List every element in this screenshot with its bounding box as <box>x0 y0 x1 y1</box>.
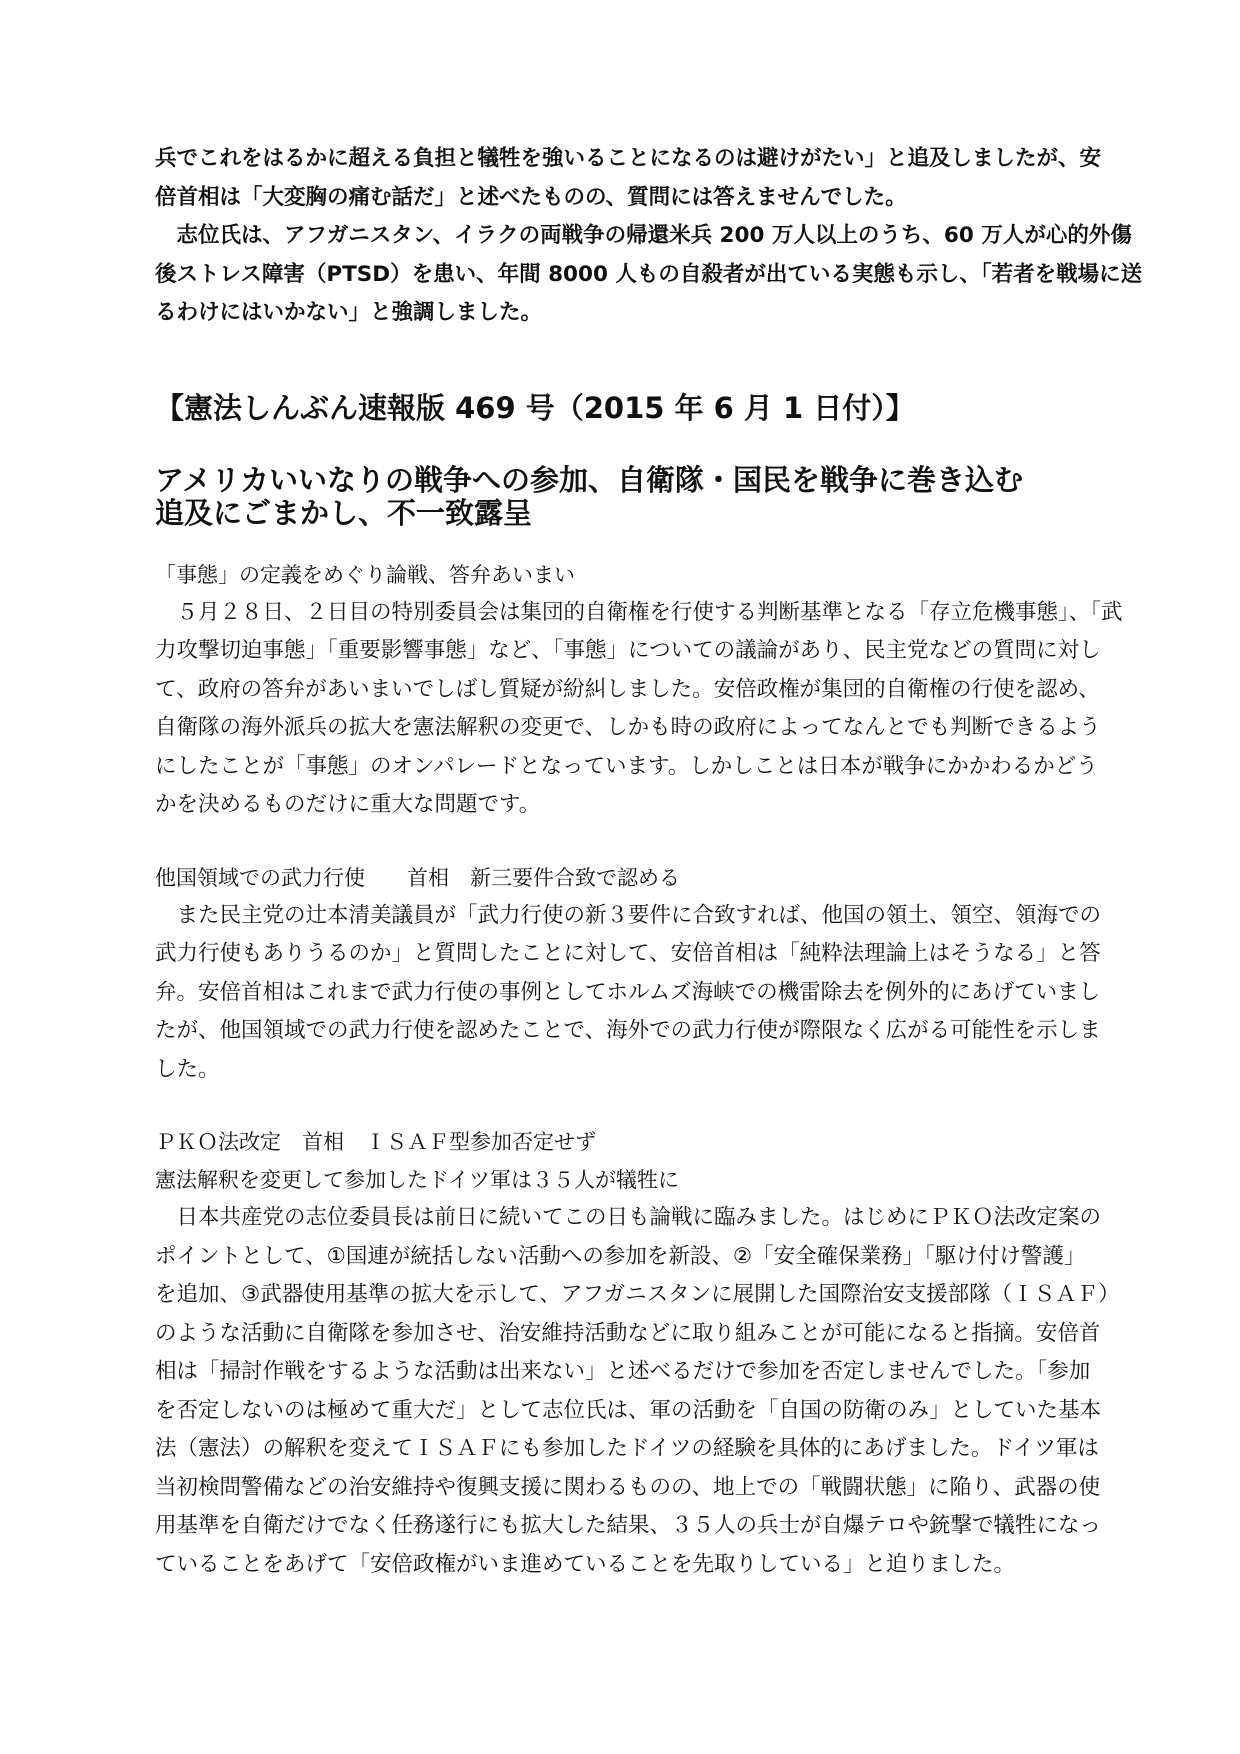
text-line: を否定しないのは極めて重大だ」として志位氏は、軍の活動を「自国の防衛のみ」としていた基本 <box>155 1397 1102 1423</box>
text-line: 力攻撃切迫事態」「重要影響事態」など、「事態」についての議論があり、民主党などの質問に対し <box>155 638 1101 663</box>
text-line: 相は「掃討作戦をするような活動は出来ない」と述べるだけで参加を否定しませんでした。「参加 <box>155 1359 1091 1384</box>
text-line: 法（憲法）の解釈を変えてＩＳＡＦにも参加したドイツの経験を具体的にあげました。ドイツ軍は <box>155 1436 1099 1461</box>
section-pko <box>155 1123 1120 1584</box>
document-page <box>155 140 1143 1584</box>
text-line: ポイントとして、①国連が統括しない活動への参加を新設、②「安全確保業務」「駆け付け警護」 <box>155 1243 1086 1269</box>
text-line: 弁。安倍首相はこれまで武力行使の事例としてホルムズ海峡での機雷除去を例外的にあげていまし <box>155 979 1101 1005</box>
intro-text <box>155 140 1143 333</box>
text-line: 自衛隊の海外派兵の拡大を憲法解釈の変更で、しかも時の政府によってなんとでも判断できるよう <box>155 715 1101 740</box>
text-line: にしたことが「事態」のオンパレードとなっています。しかしことは日本が戦争にかかわるかどう <box>155 753 1098 779</box>
section-subheading: 「事態」の定義をめぐり論戦、答弁あいまい <box>155 562 575 587</box>
text-line: 当初検問警備などの治安維持や復興支援に関わるものの、地上での「戦闘状態」に陥り、武器の使 <box>155 1474 1101 1500</box>
text-line: また民主党の辻本清美議員が「武力行使の新３要件に合致すれば、他国の領土、領空、領海での <box>155 902 1102 928</box>
section-jitai <box>155 556 1123 825</box>
text-line: るわけにはいかない」と強調しました。 <box>155 300 543 325</box>
section-subheading: 他国領域での武力行使 首相 新三要件合致で認める <box>155 865 680 890</box>
text-line: 志位氏は、アフガニスタン、イラクの両戦争の帰還米兵 200 万人以上のうち、60 万人が心的外傷 <box>155 223 1132 248</box>
headline-line-2: 追及にごまかし、不一致露呈 <box>155 495 533 530</box>
text-line: 後ストレス障害（PTSD）を患い、年間 8000 人もの自殺者が出ている実態も示し、「若者を戦場に送 <box>155 261 1143 287</box>
headline-line-1: アメリカいいなりの戦争への参加、自衛隊・国民を戦争に巻き込む <box>155 462 1023 497</box>
intro-paragraph-1 <box>155 140 1102 217</box>
text-line: を追加、③武器使用基準の拡大を示して、アフガニスタンに展開した国際治安支援部隊（ＩＳＡＦ） <box>155 1282 1120 1307</box>
text-line: 用基準を自衛だけでなく任務遂行にも拡大した結果、３５人の兵士が自爆テロや銃撃で犠牲になっ <box>155 1513 1102 1538</box>
text-line: 兵でこれをはるかに超える負担と犠牲を強いることになるのは避けがたい」と追及しましたが、安 <box>155 146 1102 171</box>
text-line: たが、他国領域での武力行使を認めたことで、海外での武力行使が際限なく広がる可能性を示しま <box>155 1018 1101 1043</box>
text-line: のような活動に自衛隊を参加させ、治安維持活動などに取り組みことが可能になると指摘。安倍首 <box>155 1320 1101 1346</box>
text-line: かを決めるものだけに重大な問題です。 <box>155 792 541 817</box>
intro-paragraph-2 <box>155 217 1143 333</box>
article-headline <box>155 464 1095 530</box>
text-line: ５月２８日、２日目の特別委員会は集団的自衛権を行使する判断基準となる「存立危機事態」、「武 <box>155 599 1123 625</box>
text-line: 武力行使もありうるのか」と質問したことに対して、安倍首相は「純粋法理論上はそうなる」と答 <box>155 941 1101 966</box>
section-subheading: 憲法解釈を変更して参加したドイツ軍は３５人が犠牲に <box>155 1168 679 1192</box>
issue-title: 【憲法しんぶん速報版 469 号（2015 年 6 月 1 日付）】 <box>155 390 915 425</box>
text-line: した。 <box>155 1056 220 1082</box>
text-line: 日本共産党の志位委員長は前日に続いてこの日も論戦に臨みました。はじめにＰＫＯ法改定案の <box>155 1205 1102 1230</box>
section-buryoku <box>155 859 1102 1090</box>
text-line: て、政府の答弁があいまいでしばし質疑が紛糾しました。安倍政権が集団的自衛権の行使を認め、 <box>155 676 1100 702</box>
section-subheading: ＰＫＯ法改定 首相 ＩＳＡＦ型参加否定せず <box>155 1130 596 1154</box>
text-line: 倍首相は「大変胸の痛む話だ」と述べたものの、質問には答えませんでした。 <box>155 184 907 210</box>
text-line: ていることをあげて「安倍政権がいま進めていることを先取りしている」と迫りました。 <box>155 1551 1016 1577</box>
